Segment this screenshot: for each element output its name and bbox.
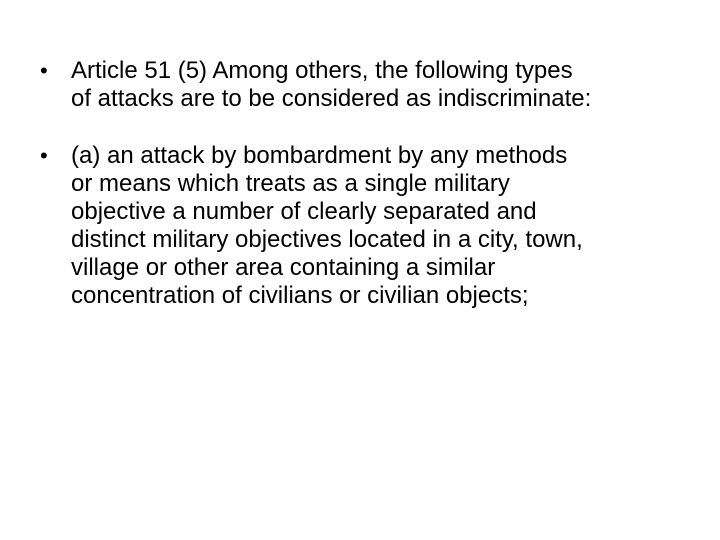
bullet-item-article-51 <box>40 57 700 113</box>
bullet-text-line: concentration of civilians or civilian objects; <box>71 282 529 309</box>
bullet-text-line: village or other area containing a similar <box>71 254 496 281</box>
bullet-text-line: distinct military objectives located in a city, town, <box>71 226 583 253</box>
bullet-icon: • <box>40 143 48 168</box>
bullet-text-line: Article 51 (5) Among others, the following types <box>71 57 573 84</box>
bullet-item-clause-a <box>40 142 700 310</box>
bullet-text-line: or means which treats as a single military <box>71 170 510 197</box>
bullet-list <box>40 57 700 339</box>
bullet-text-line: (a) an attack by bombardment by any methods <box>71 142 568 169</box>
bullet-icon: • <box>40 58 48 83</box>
bullet-text-line: of attacks are to be considered as indiscriminate: <box>71 85 592 112</box>
bullet-text-line: objective a number of clearly separated and <box>71 198 537 225</box>
